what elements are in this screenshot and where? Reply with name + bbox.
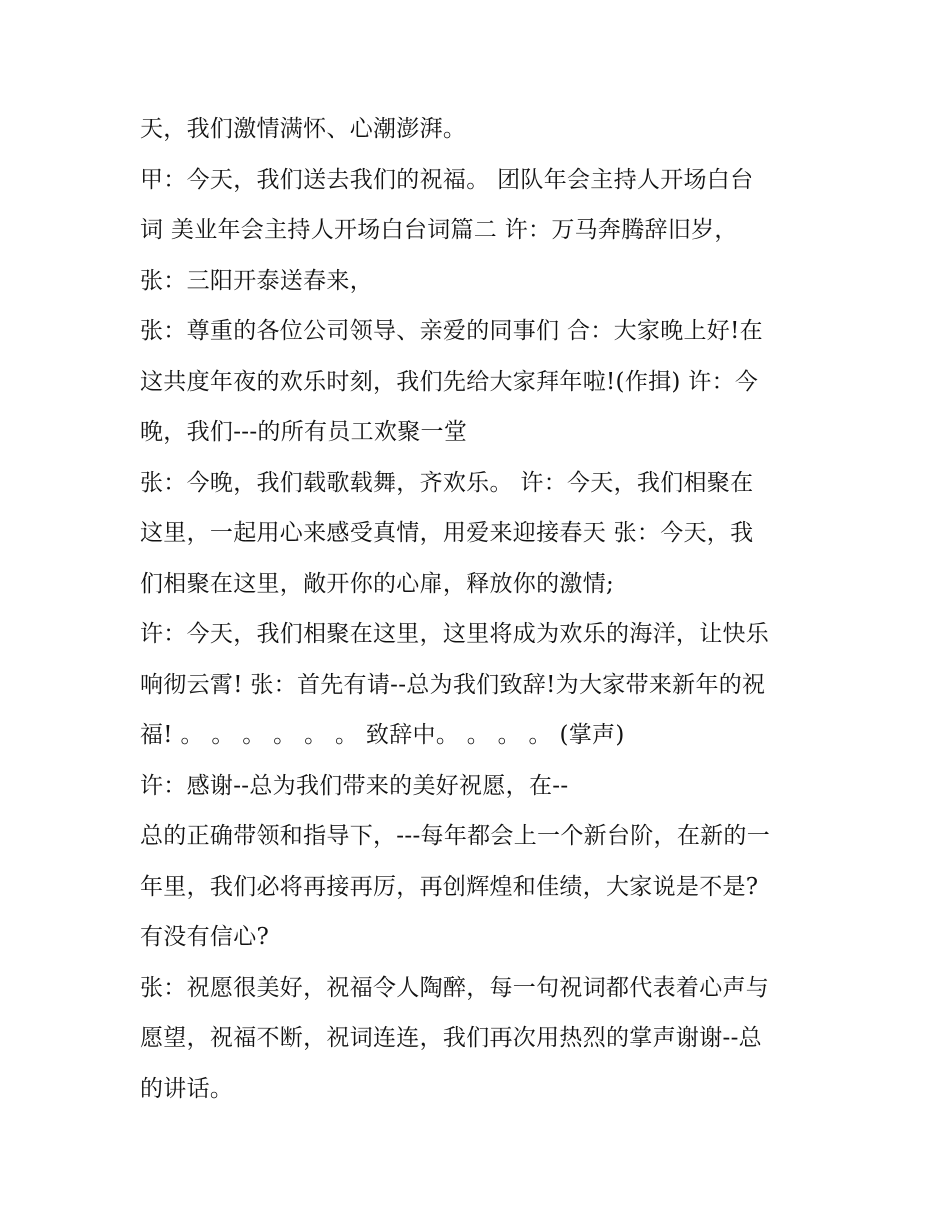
text-line: 许：感谢--总为我们带来的美好祝愿，在--: [140, 772, 569, 799]
text-line: 们相聚在这里，敞开你的心扉，释放你的激情;: [140, 570, 615, 597]
text-line: 的讲话。: [140, 1075, 234, 1102]
text-line: 张：祝愿很美好，祝福令人陶醉，每一句祝词都代表着心声与: [140, 974, 770, 1001]
document-body: [140, 104, 820, 1114]
text-line: 愿望，祝福不断，祝词连连，我们再次用热烈的掌声谢谢--总: [140, 1025, 762, 1051]
text-line: 天，我们激情满怀、心潮澎湃。: [140, 116, 467, 142]
text-line: 有没有信心?: [140, 924, 270, 950]
text-line: 晚，我们---的所有员工欢聚一堂: [140, 419, 468, 445]
text-line: 响彻云霄! 张：首先有请--总为我们致辞!为大家带来新年的祝: [140, 671, 766, 698]
text-line: 许：今天，我们相聚在这里，这里将成为欢乐的海洋，让快乐: [140, 621, 770, 647]
text-line: 张：三阳开泰送春来，: [140, 267, 373, 294]
text-line: 张：尊重的各位公司领导、亲爱的同事们 合：大家晚上好!在: [140, 318, 763, 344]
text-line: 这里，一起用心来感受真情，用爱来迎接春天 张：今天，我: [140, 520, 754, 546]
text-line: 词 美业年会主持人开场白台词篇二 许：万马奔腾辞旧岁，: [140, 217, 738, 243]
text-line: 甲：今天，我们送去我们的祝福。 团队年会主持人开场白台: [140, 166, 754, 193]
text-line: 张：今晚，我们载歌载舞，齐欢乐。 许：今天，我们相聚在: [140, 469, 754, 496]
text-line: 年里，我们必将再接再厉，再创辉煌和佳绩，大家说是不是?: [140, 873, 759, 900]
text-line: 这共度年夜的欢乐时刻，我们先给大家拜年啦!(作揖) 许：今: [140, 368, 759, 395]
text-line: 福! 。 。 。 。 。 。 致辞中。 。 。 。 (掌声): [140, 722, 625, 748]
text-line: 总的正确带领和指导下，---每年都会上一个新台阶，在新的一: [140, 823, 771, 849]
